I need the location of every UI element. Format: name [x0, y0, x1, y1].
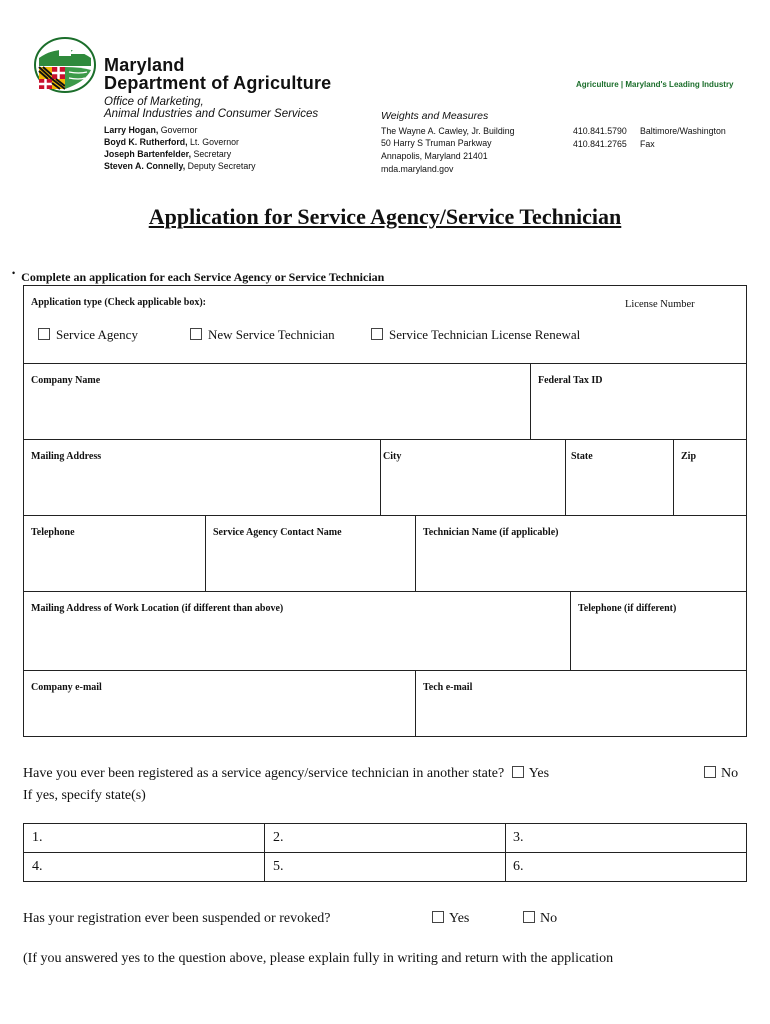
- office-line2: Animal Industries and Consumer Services: [104, 108, 319, 120]
- q1-followup: If yes, specify state(s): [23, 788, 146, 803]
- company-name-label: Company Name: [31, 375, 101, 386]
- q1-yes-label: Yes: [528, 766, 550, 781]
- q2-yes-option[interactable]: Yes: [432, 911, 469, 927]
- address-line-3: Annapolis, Maryland 21401: [381, 151, 488, 161]
- website: mda.maryland.gov: [381, 164, 454, 174]
- col-divider: [530, 363, 531, 439]
- telephone-label: Telephone: [31, 527, 75, 538]
- phone-label-1: Baltimore/Washington: [640, 126, 726, 136]
- col-divider: [505, 824, 506, 881]
- checkbox-new-technician[interactable]: [190, 328, 202, 340]
- option-new-technician[interactable]: New Service Technician: [190, 327, 335, 343]
- application-form: [23, 285, 747, 737]
- checkbox-license-renewal[interactable]: [371, 328, 383, 340]
- division-name: Weights and Measures: [381, 110, 489, 122]
- official-2: Boyd K. Rutherford, Lt. Governor: [104, 137, 239, 147]
- checkbox-q1-yes[interactable]: [512, 766, 524, 778]
- checkbox-service-agency[interactable]: [38, 328, 50, 340]
- org-name-line2: Department of Agriculture: [104, 73, 332, 93]
- technician-name-label: Technician Name (if applicable): [423, 527, 559, 538]
- col-divider: [415, 515, 416, 591]
- work-location-label: Mailing Address of Work Location (if different than above): [31, 603, 284, 614]
- phone-label-2: Fax: [640, 139, 655, 149]
- question-suspended: Has your registration ever been suspended or revoked?: [23, 911, 331, 926]
- state-slot-4[interactable]: 4.: [32, 859, 43, 874]
- page-title: Application for Service Agency/Service Technician: [148, 204, 622, 229]
- col-divider: [565, 439, 566, 515]
- phone-number-2: 410.841.2765: [573, 139, 627, 149]
- row-divider: [24, 515, 746, 516]
- checkbox-q2-yes[interactable]: [432, 911, 444, 923]
- official-1: Larry Hogan, Governor: [104, 125, 198, 135]
- address-line-1: The Wayne A. Cawley, Jr. Building: [381, 126, 515, 136]
- row-divider: [24, 439, 746, 440]
- option-service-agency[interactable]: Service Agency: [38, 327, 138, 343]
- federal-tax-id-label: Federal Tax ID: [538, 375, 603, 386]
- q2-no-option[interactable]: No: [523, 911, 557, 927]
- phone-number-1: 410.841.5790: [573, 126, 627, 136]
- application-type-label: Application type (Check applicable box):: [31, 297, 207, 308]
- state-slot-3[interactable]: 3.: [513, 830, 524, 845]
- row-divider: [24, 591, 746, 592]
- col-divider: [264, 824, 265, 881]
- city-label: City: [383, 451, 402, 462]
- state-slot-6[interactable]: 6.: [513, 859, 524, 874]
- col-divider: [380, 439, 381, 515]
- tagline: Agriculture | Maryland's Leading Industry: [576, 80, 734, 89]
- checkbox-q2-no[interactable]: [523, 911, 535, 923]
- tech-email-label: Tech e-mail: [423, 682, 473, 693]
- state-label: State: [571, 451, 593, 462]
- row-divider: [24, 852, 746, 853]
- instruction-note: • Complete an application for each Service Agency or Service Technician: [12, 268, 385, 284]
- col-divider: [205, 515, 206, 591]
- official-4: Steven A. Connelly, Deputy Secretary: [104, 161, 256, 171]
- row-divider: [24, 363, 746, 364]
- row-divider: [24, 670, 746, 671]
- org-name-line1: Maryland: [104, 55, 185, 75]
- official-3: Joseph Bartenfelder, Secretary: [104, 149, 232, 159]
- telephone-different-label: Telephone (if different): [578, 603, 677, 614]
- state-slot-1[interactable]: 1.: [32, 830, 43, 845]
- license-number-label: License Number: [625, 299, 695, 310]
- q1-no-option[interactable]: No: [704, 766, 738, 782]
- mda-logo: [33, 36, 97, 94]
- office-line1: Office of Marketing,: [104, 96, 204, 108]
- states-table: [23, 823, 747, 882]
- explanation-note: (If you answered yes to the question above, please explain fully in writing and return with the application: [23, 951, 614, 966]
- question-other-state: Have you ever been registered as a service agency/service technician in another state? Yes: [23, 766, 550, 781]
- zip-label: Zip: [681, 451, 697, 462]
- address-line-2: 50 Harry S Truman Parkway: [381, 138, 492, 148]
- company-email-label: Company e-mail: [31, 682, 102, 693]
- col-divider: [673, 439, 674, 515]
- checkbox-q1-no[interactable]: [704, 766, 716, 778]
- col-divider: [570, 591, 571, 670]
- state-slot-2[interactable]: 2.: [273, 830, 284, 845]
- contact-name-label: Service Agency Contact Name: [213, 527, 342, 538]
- col-divider: [415, 670, 416, 736]
- option-license-renewal[interactable]: Service Technician License Renewal: [371, 327, 580, 343]
- mailing-address-label: Mailing Address: [31, 451, 102, 462]
- state-slot-5[interactable]: 5.: [273, 859, 284, 874]
